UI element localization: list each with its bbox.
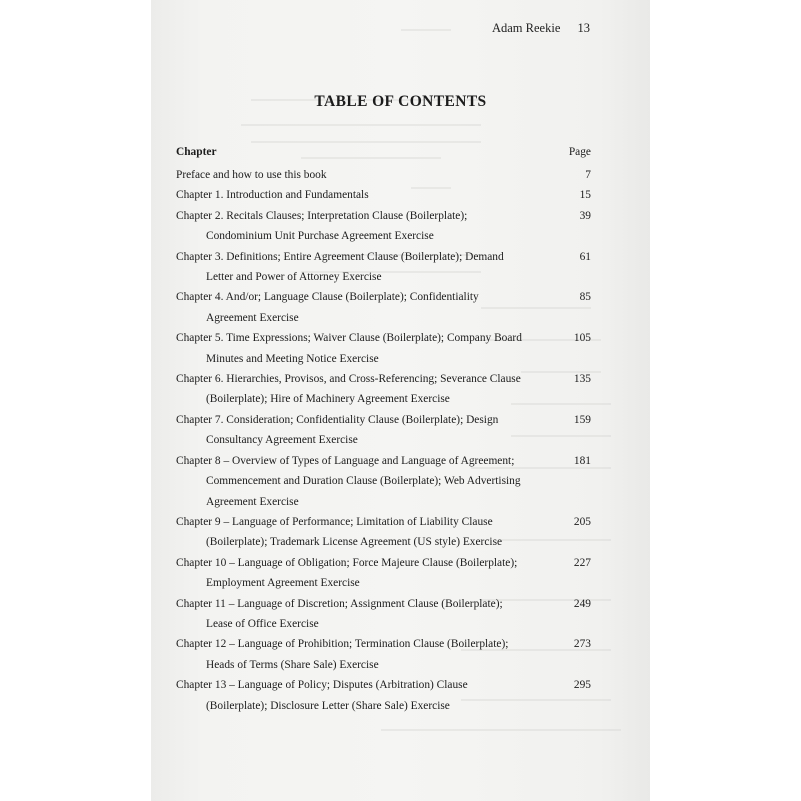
book-page <box>151 0 650 801</box>
header-page-number: 13 <box>577 21 590 35</box>
toc-title: TABLE OF CONTENTS <box>314 93 487 110</box>
toc-entry-title-continued: Heads of Terms (Share Sale) Exercise <box>206 658 379 671</box>
toc-entry-title: Chapter 10 – Language of Obligation; Force Majeure Clause (Boilerplate); <box>176 556 518 569</box>
toc-entry <box>176 287 591 328</box>
toc-entry <box>176 185 591 205</box>
toc-entry-page: 105 <box>573 332 591 345</box>
toc-entry-title-continued: Minutes and Meeting Notice Exercise <box>206 352 379 365</box>
toc-page-header: Page <box>568 146 591 158</box>
toc-entry-title-continued: Condominium Unit Purchase Agreement Exercise <box>206 230 434 243</box>
toc-entry-page: 85 <box>579 291 591 304</box>
toc-entry <box>176 247 591 288</box>
toc-entry-title: Chapter 12 – Language of Prohibition; Termination Clause (Boilerplate); <box>176 638 509 651</box>
toc-entry-title-continued: Lease of Office Exercise <box>206 617 319 630</box>
header-author: Adam Reekie <box>491 21 561 35</box>
toc-entry-title: Chapter 7. Consideration; Confidentiality Clause (Boilerplate); Design <box>176 413 499 426</box>
toc-entry-title-continued: Agreement Exercise <box>206 495 299 508</box>
toc-entry-title-continued: Consultancy Agreement Exercise <box>206 434 358 447</box>
toc-entry-page: 15 <box>579 189 591 202</box>
toc-entry-page: 7 <box>585 169 591 181</box>
toc-entry-title-continued: (Boilerplate); Hire of Machinery Agreement Exercise <box>206 393 450 406</box>
toc-entry <box>176 594 591 635</box>
toc-entry-title-continued: (Boilerplate); Trademark License Agreement (US style) Exercise <box>206 536 503 549</box>
toc-entry-title: Chapter 11 – Language of Discretion; Assignment Clause (Boilerplate); <box>176 597 503 610</box>
toc-entry-page: 205 <box>573 515 591 528</box>
toc-entry-title-continued: Employment Agreement Exercise <box>206 577 360 590</box>
toc-entry <box>176 634 591 675</box>
toc-entry-title: Chapter 3. Definitions; Entire Agreement Clause (Boilerplate); Demand <box>176 250 504 263</box>
toc-entry-page: 273 <box>573 638 591 651</box>
toc-entry-title: Preface and how to use this book <box>176 169 327 181</box>
toc-entry <box>176 410 591 451</box>
toc-entry-title-continued: Letter and Power of Attorney Exercise <box>206 271 382 284</box>
running-header <box>492 21 590 36</box>
toc-entry-title: Chapter 9 – Language of Performance; Limitation of Liability Clause <box>176 515 493 528</box>
toc-entry-page: 227 <box>573 556 591 569</box>
toc-column-headers <box>176 146 591 158</box>
toc-entry-page: 159 <box>573 413 591 426</box>
toc-entry-page: 61 <box>579 250 591 263</box>
toc-entry-title: Chapter 2. Recitals Clauses; Interpretation Clause (Boilerplate); <box>176 209 468 222</box>
toc-entry-page: 295 <box>573 679 591 692</box>
toc-entry-title-continued: Commencement and Duration Clause (Boilerplate); Web Advertising <box>206 475 521 488</box>
toc-entry <box>176 512 591 553</box>
toc-entry-title: Chapter 8 – Overview of Types of Language and Language of Agreement; <box>176 454 515 467</box>
toc-entry <box>176 328 591 369</box>
toc-entry <box>176 165 591 185</box>
toc-entry-title: Chapter 13 – Language of Policy; Disputes (Arbitration) Clause <box>176 679 468 692</box>
toc-chapter-header: Chapter <box>176 146 217 158</box>
toc-entry <box>176 369 591 410</box>
toc-entry <box>176 553 591 594</box>
toc-entry-title: Chapter 6. Hierarchies, Provisos, and Cross-Referencing; Severance Clause <box>176 373 521 386</box>
toc-entry-title: Chapter 4. And/or; Language Clause (Boilerplate); Confidentiality <box>176 291 479 304</box>
toc-entry <box>176 451 591 512</box>
toc-entry-page: 39 <box>579 209 591 222</box>
toc-entry-title-continued: Agreement Exercise <box>206 311 299 324</box>
toc-entry-page: 181 <box>573 454 591 467</box>
toc-entry-title-continued: (Boilerplate); Disclosure Letter (Share Sale) Exercise <box>206 699 450 712</box>
toc-entry <box>176 206 591 247</box>
toc-entry-page: 249 <box>573 597 591 610</box>
toc-entry-title: Chapter 5. Time Expressions; Waiver Clause (Boilerplate); Company Board <box>176 332 522 345</box>
toc-entry-title: Chapter 1. Introduction and Fundamentals <box>176 189 369 202</box>
toc-entry <box>176 675 591 716</box>
toc-entries <box>176 165 591 716</box>
toc-entry-page: 135 <box>573 373 591 386</box>
